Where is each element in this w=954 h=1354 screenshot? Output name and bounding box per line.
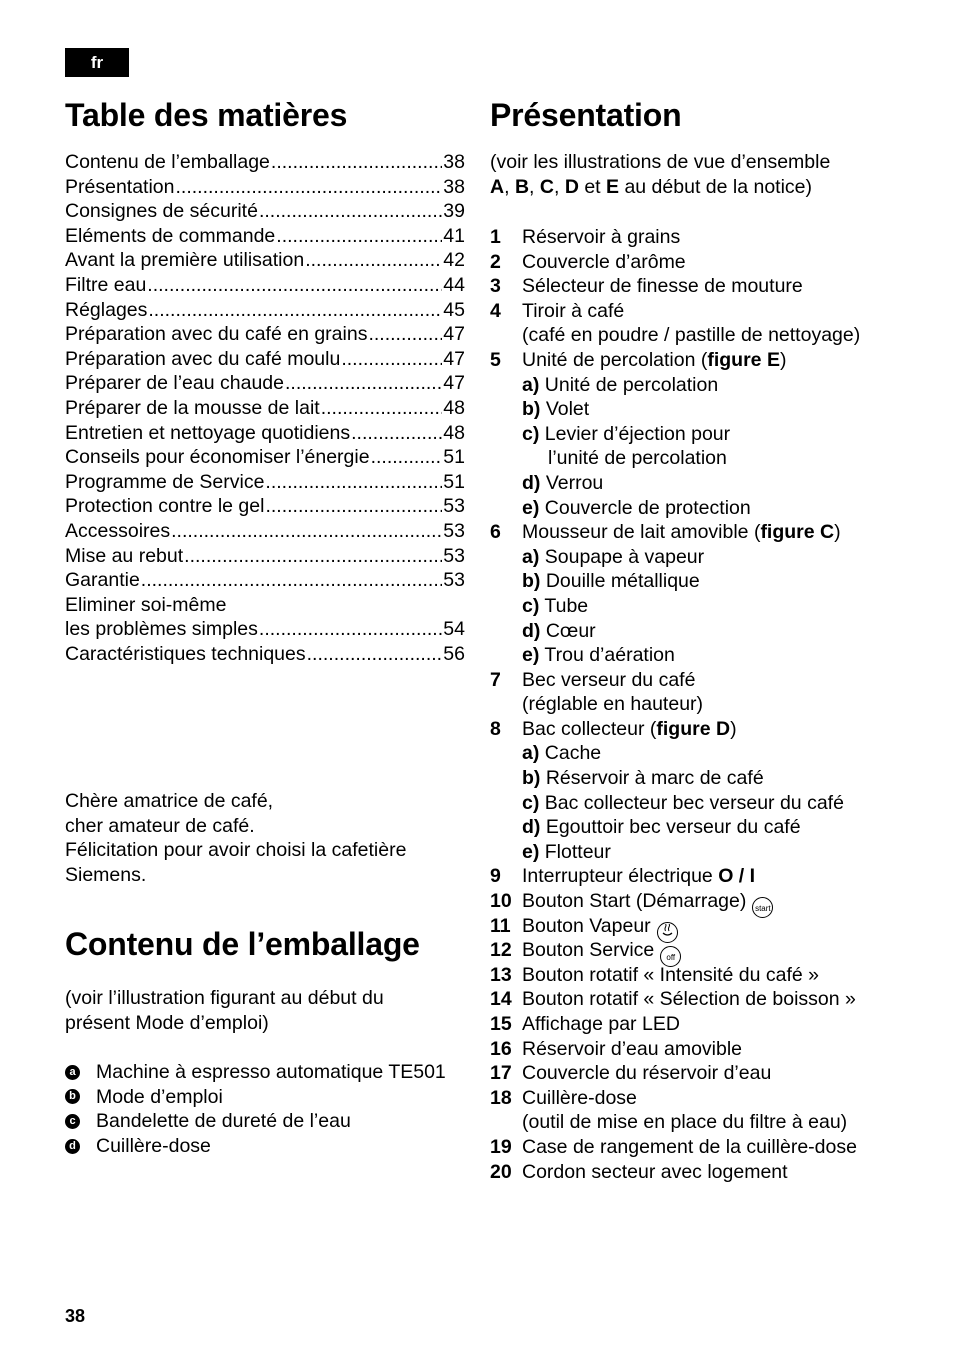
toc-entry-title: Préparer de l’eau chaude <box>65 372 284 395</box>
toc-entry-page: 53 <box>443 544 465 567</box>
list-item: 14 Bouton rotatif « Sélection de boisson » <box>490 988 856 1011</box>
list-item: 11 Bouton Vapeur <box>490 914 910 939</box>
toc-entry-title: Caractéristiques techniques <box>65 642 306 665</box>
toc-leader-dots <box>184 544 442 569</box>
list-item <box>65 1109 446 1134</box>
list-item: 18 Cuillère-dose <box>490 1086 637 1109</box>
list-item: (outil de mise en place du filtre à eau) <box>522 1111 848 1134</box>
toc-entry-page: 38 <box>443 175 465 198</box>
toc-leader-dots <box>321 396 443 421</box>
toc-entry <box>65 642 465 667</box>
toc-entry <box>65 519 465 544</box>
list-item: 9 Interrupteur électrique O / I <box>490 865 756 888</box>
presentation-title: Présentation <box>490 97 682 133</box>
toc-entry-title: Préparer de la mousse de lait <box>65 396 320 419</box>
list-item: 3 Sélecteur de finesse de mouture <box>490 275 803 298</box>
list-item: 19 Case de rangement de la cuillère-dose <box>490 1135 857 1158</box>
toc-entry <box>65 568 465 593</box>
toc-leader-dots <box>148 298 442 323</box>
list-item: 10 Bouton Start (Démarrage) start <box>490 889 910 914</box>
list-item: 15 Affichage par LED <box>490 1013 680 1035</box>
intro-line: (voir les illustrations de vue d’ensemble <box>490 151 831 173</box>
sub-item: l’unité de percolation <box>548 447 727 470</box>
start-button-icon: start <box>752 897 773 918</box>
toc-leader-dots <box>265 494 442 519</box>
toc-entry <box>65 593 465 618</box>
presentation-list <box>490 225 910 1184</box>
toc-entry-title: Eléments de commande <box>65 224 276 247</box>
toc-entry <box>65 224 465 249</box>
toc-entry-title: Entretien et nettoyage quotidiens <box>65 421 351 444</box>
toc-entry <box>65 347 465 372</box>
toc-entry-title: les problèmes simples <box>65 618 258 641</box>
toc-leader-dots <box>176 175 443 200</box>
toc-entry-page: 39 <box>443 200 465 223</box>
list-item: 4 Tiroir à café <box>490 299 625 322</box>
sub-item: e) Couvercle de protection <box>522 496 751 519</box>
sub-item: e) Flotteur <box>522 840 611 863</box>
toc-leader-dots <box>285 371 442 396</box>
toc-entry <box>65 396 465 421</box>
toc-leader-dots <box>371 445 443 470</box>
toc-entry-page: 53 <box>443 519 465 542</box>
toc-leader-dots <box>307 642 443 667</box>
contents-intro <box>65 986 384 1035</box>
toc-entry <box>65 199 465 224</box>
toc-entry <box>65 421 465 446</box>
list-item-text: Bandelette de dureté de l’eau <box>96 1110 351 1133</box>
list-item-text: Cuillère-dose <box>96 1134 211 1157</box>
toc-leader-dots <box>265 470 442 495</box>
list-item-text: Machine à espresso automatique TE501 <box>96 1061 446 1083</box>
toc-entry-page: 44 <box>443 273 465 296</box>
toc-leader-dots <box>259 617 442 642</box>
sub-item: d) Egouttoir bec verseur du café <box>522 816 801 839</box>
toc-entry-page: 48 <box>443 396 465 419</box>
toc-entry-title: Avant la première utilisation <box>65 249 305 272</box>
toc-leader-dots <box>259 199 442 224</box>
toc-entry-page: 53 <box>443 569 465 592</box>
toc-entry <box>65 470 465 495</box>
toc-entry-page: 42 <box>443 249 465 272</box>
toc-leader-dots <box>171 519 442 544</box>
toc-entry <box>65 371 465 396</box>
toc-entry <box>65 298 465 323</box>
greeting <box>65 789 406 887</box>
toc-leader-dots <box>141 568 443 593</box>
table-of-contents <box>65 150 465 666</box>
list-item: 20 Cordon secteur avec logement <box>490 1160 788 1183</box>
list-item: 17 Couvercle du réservoir d’eau <box>490 1062 772 1085</box>
toc-entry-title: Consignes de sécurité <box>65 200 258 223</box>
presentation-intro <box>490 150 830 199</box>
toc-leader-dots <box>368 322 442 347</box>
toc-entry <box>65 617 465 642</box>
toc-entry-page: 41 <box>443 224 465 247</box>
toc-leader-dots <box>341 347 442 372</box>
sub-item: a) Cache <box>522 742 602 765</box>
letter-c-icon: c <box>65 1114 80 1129</box>
toc-entry <box>65 494 465 519</box>
list-item: 13 Bouton rotatif « Intensité du café » <box>490 963 820 986</box>
page-number: 38 <box>65 1306 86 1326</box>
toc-entry-page: 38 <box>443 151 465 173</box>
list-item-text: Mode d’emploi <box>96 1085 223 1108</box>
toc-entry-title: Mise au rebut <box>65 544 184 567</box>
toc-leader-dots <box>351 421 442 446</box>
letter-b-icon: b <box>65 1089 80 1104</box>
toc-entry-title: Eliminer soi-même <box>65 593 227 616</box>
toc-leader-dots <box>305 248 442 273</box>
letter-a-icon: a <box>65 1065 80 1080</box>
sub-item: c) Tube <box>522 594 589 617</box>
toc-title: Table des matières <box>65 97 348 133</box>
intro-line: A, B, C, D et E au début de la notice) <box>490 175 813 198</box>
sub-item: b) Volet <box>522 398 590 421</box>
toc-entry <box>65 175 465 200</box>
contents-list <box>65 1060 446 1158</box>
sub-item: b) Douille métallique <box>522 570 700 593</box>
list-item: 5 Unité de percolation (figure E) <box>490 348 787 371</box>
toc-entry-page: 51 <box>443 446 465 469</box>
toc-leader-dots <box>276 224 442 249</box>
sub-item: c) Levier d’éjection pour <box>522 422 731 445</box>
list-item <box>65 1134 446 1159</box>
toc-entry-title: Conseils pour économiser l’énergie <box>65 446 370 469</box>
toc-entry-title: Préparation avec du café en grains <box>65 323 368 346</box>
list-item: 16 Réservoir d’eau amovible <box>490 1037 743 1060</box>
toc-entry-page: 54 <box>443 618 465 641</box>
greeting-line: Chère amatrice de café, <box>65 790 274 812</box>
greeting-line: Siemens. <box>65 863 147 886</box>
toc-entry-page: 56 <box>443 642 465 665</box>
toc-entry-title: Préparation avec du café moulu <box>65 347 341 370</box>
greeting-line: cher amateur de café. <box>65 814 255 837</box>
toc-entry-page: 47 <box>443 323 465 346</box>
toc-entry-title: Filtre eau <box>65 273 147 296</box>
toc-entry-title: Accessoires <box>65 519 171 542</box>
sub-item: d) Verrou <box>522 471 604 494</box>
list-item: 6 Mousseur de lait amovible (figure C) <box>490 521 841 544</box>
toc-entry <box>65 445 465 470</box>
sub-item: e) Trou d’aération <box>522 644 675 667</box>
list-item: 2 Couvercle d’arôme <box>490 250 686 273</box>
toc-entry <box>65 322 465 347</box>
toc-entry-page: 51 <box>443 470 465 493</box>
toc-entry-title: Présentation <box>65 175 175 198</box>
contents-title: Contenu de l’emballage <box>65 926 420 962</box>
contents-intro-line: (voir l’illustration figurant au début du <box>65 987 384 1009</box>
service-off-icon: off <box>660 946 681 967</box>
list-item: (café en poudre / pastille de nettoyage) <box>522 324 861 347</box>
list-item: 8 Bac collecteur (figure D) <box>490 717 737 740</box>
list-item <box>65 1060 446 1085</box>
contents-intro-line: présent Mode d’emploi) <box>65 1011 269 1034</box>
sub-item: c) Bac collecteur bec verseur du café <box>522 791 844 814</box>
toc-entry-title: Garantie <box>65 569 140 592</box>
toc-entry-title: Réglages <box>65 298 148 321</box>
sub-item: a) Soupape à vapeur <box>522 545 705 568</box>
toc-entry <box>65 248 465 273</box>
toc-entry-title: Programme de Service <box>65 470 265 493</box>
toc-entry-title: Contenu de l’emballage <box>65 151 270 173</box>
greeting-line: Félicitation pour avoir choisi la cafetière <box>65 839 407 862</box>
toc-entry-page: 45 <box>443 298 465 321</box>
list-item <box>65 1085 446 1110</box>
toc-entry-page: 47 <box>443 372 465 395</box>
toc-leader-dots <box>271 150 442 175</box>
list-item: (réglable en hauteur) <box>522 693 704 716</box>
toc-entry-title: Protection contre le gel <box>65 495 265 518</box>
list-item: 12 Bouton Service off <box>490 938 910 963</box>
toc-entry-page: 48 <box>443 421 465 444</box>
sub-item: a) Unité de percolation <box>522 373 719 396</box>
language-tag: fr <box>65 48 129 77</box>
list-item: 1 Réservoir à grains <box>490 226 681 248</box>
toc-entry-page: 53 <box>443 495 465 518</box>
toc-entry <box>65 150 465 175</box>
toc-entry <box>65 544 465 569</box>
list-item: 7 Bec verseur du café <box>490 668 696 691</box>
toc-entry-page: 47 <box>443 347 465 370</box>
toc-leader-dots <box>147 273 442 298</box>
toc-entry <box>65 273 465 298</box>
sub-item: b) Réservoir à marc de café <box>522 767 764 790</box>
letter-d-icon: d <box>65 1139 80 1154</box>
sub-item: d) Cœur <box>522 619 596 642</box>
